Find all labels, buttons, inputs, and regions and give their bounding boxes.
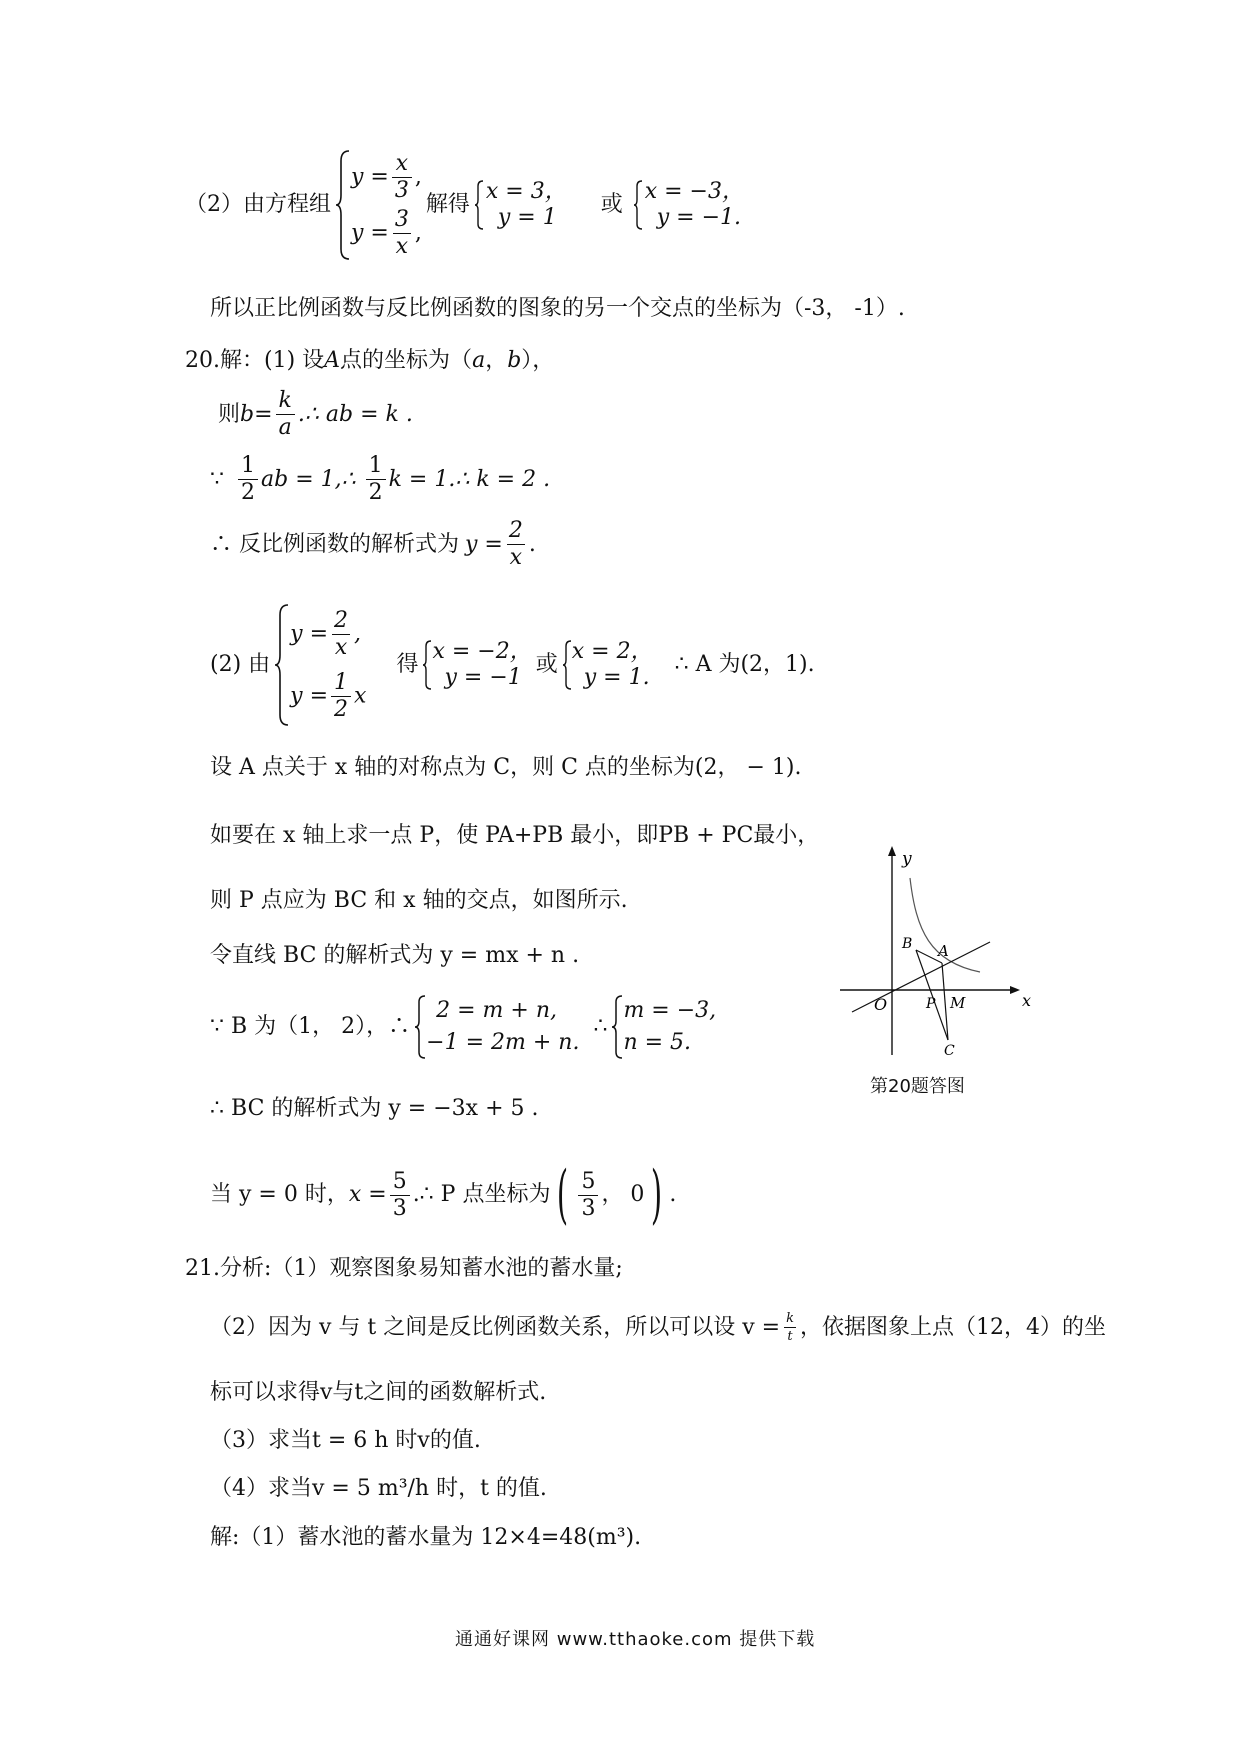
figure-caption: 第20题答图 [870, 1076, 965, 1097]
q20-solution-1: x = −2， y = −1 [422, 639, 531, 691]
left-brace-icon [274, 603, 290, 727]
q20-bc-result: ∴ BC 的解析式为 y = −3x + 5 . [210, 1096, 539, 1121]
q20-p-coordinate-line: 当 y = 0 时， x = $\frac{5}{3}$ .∴ P 点坐标为 ( $\frac{5}{3}$ ， 0 ) . [210, 1158, 677, 1232]
q21-line-5: （4）求当v = 5 m³/h 时，t 的值. [210, 1476, 547, 1501]
q19-solution-1 [474, 179, 567, 231]
segment-bc [916, 950, 948, 1040]
q20-answer-figure [830, 840, 1040, 1070]
q19-eq2: y = $\frac{3}{x}$ , [351, 206, 422, 259]
left-brace-icon [562, 640, 572, 690]
q20-equation-system: y = $\frac{2}{x}$ , y = $\frac{1}{2}$ x [274, 603, 366, 727]
label-m: M [950, 994, 966, 1012]
q20-part2-line: (2) 由 y = $\frac{2}{x}$ , y = $\frac{1}{2}$ x 得 x = −2， y = −1 或 x = 2， y = 1. ∴ A 为(2，1). [210, 600, 815, 730]
q19-sol2-row2: y = −1. [656, 205, 741, 230]
q20-min-condition: 如要在 x 轴上求一点 P，使 PA+PB 最小，即PB + PC最小， [210, 823, 820, 848]
left-brace-icon [414, 995, 426, 1059]
q20-heading: 20.解：(1) 设A点的坐标为（a，b）， [185, 348, 555, 373]
q20-solution-2: x = 2， y = 1. [562, 639, 653, 691]
q19-sol2-row1: x = −3， [644, 179, 744, 204]
q19-or: 或 [600, 192, 623, 217]
page-footer: 通通好课网 www.tthaoke.com 提供下载 [455, 1629, 816, 1650]
q19-sol1-row1: x = 3， [485, 179, 567, 204]
segment-ac [942, 963, 948, 1040]
q21-line-6: 解:（1）蓄水池的蓄水量为 12×4=48(m³). [210, 1525, 642, 1550]
label-b: B [902, 936, 913, 952]
left-brace-icon [611, 995, 623, 1059]
q21-line-4: （3）求当t = 6 h 时v的值. [210, 1428, 481, 1453]
q20-line-area: ∵ $\frac{1}{2}$ ab = 1,∴ $\frac{1}{2}$ k = 1.∴ k = 2 . [210, 453, 551, 505]
q19-sol1-row2: y = 1 [497, 205, 557, 230]
left-brace-icon [474, 180, 484, 230]
q20-b-system-line: ∵ B 为（1， 2），∴ 2 = m + n, −1 = 2m + n. ∴ m = −3, n = 5. [210, 992, 720, 1062]
label-o: O [874, 995, 888, 1014]
q20-line-equation: 令直线 BC 的解析式为 y = mx + n . [210, 943, 580, 968]
x-axis-arrow-icon [1010, 986, 1020, 994]
left-brace-icon [422, 640, 432, 690]
q21-heading: 21.分析:（1）观察图象易知蓄水池的蓄水量; [185, 1256, 623, 1281]
q20-symmetric-point: 设 A 点关于 x 轴的对称点为 C，则 C 点的坐标为(2， − 1). [210, 755, 802, 780]
label-a: A [938, 942, 949, 960]
q20-line-inverse-formula: ∴ 反比例函数的解析式为 y = $\frac{2}{x}$ . [210, 518, 536, 570]
q21-line-3: 标可以求得v与t之间的函数解析式. [210, 1380, 547, 1405]
q19-eq1: y = $\frac{x}{3}$ , [351, 150, 422, 203]
y-axis-arrow-icon [888, 846, 896, 856]
q19-part2-prefix: （2）由方程组 [185, 192, 331, 217]
left-brace-icon [633, 180, 643, 230]
label-p: P [926, 996, 936, 1012]
label-c: C [944, 1043, 955, 1059]
q19-equation-system [335, 149, 422, 261]
label-y: y [902, 849, 912, 869]
q20-p-location: 则 P 点应为 BC 和 x 轴的交点，如图所示. [210, 888, 628, 913]
q20-b-system: 2 = m + n, −1 = 2m + n. [414, 995, 579, 1059]
left-brace-icon [335, 149, 351, 261]
q19-solved-label: 解得 [425, 192, 470, 217]
q21-line-2: （2）因为 v 与 t 之间是反比例函数关系，所以可以设 v = $\frac{k}{t}$ ，依据图象上点（12，4）的坐 [210, 1311, 1106, 1344]
q19-solution-2 [633, 179, 744, 231]
q20-line-b-eq: 则 b = $\frac{k}{a}$ .∴ ab = k . [218, 388, 413, 440]
q19-part2-line [185, 150, 748, 259]
q19-conclusion: 所以正比例函数与反比例函数的图象的另一个交点的坐标为（-3， -1）. [210, 296, 905, 321]
label-x: x [1022, 991, 1032, 1010]
q20-b-solution: m = −3, n = 5. [611, 995, 716, 1059]
